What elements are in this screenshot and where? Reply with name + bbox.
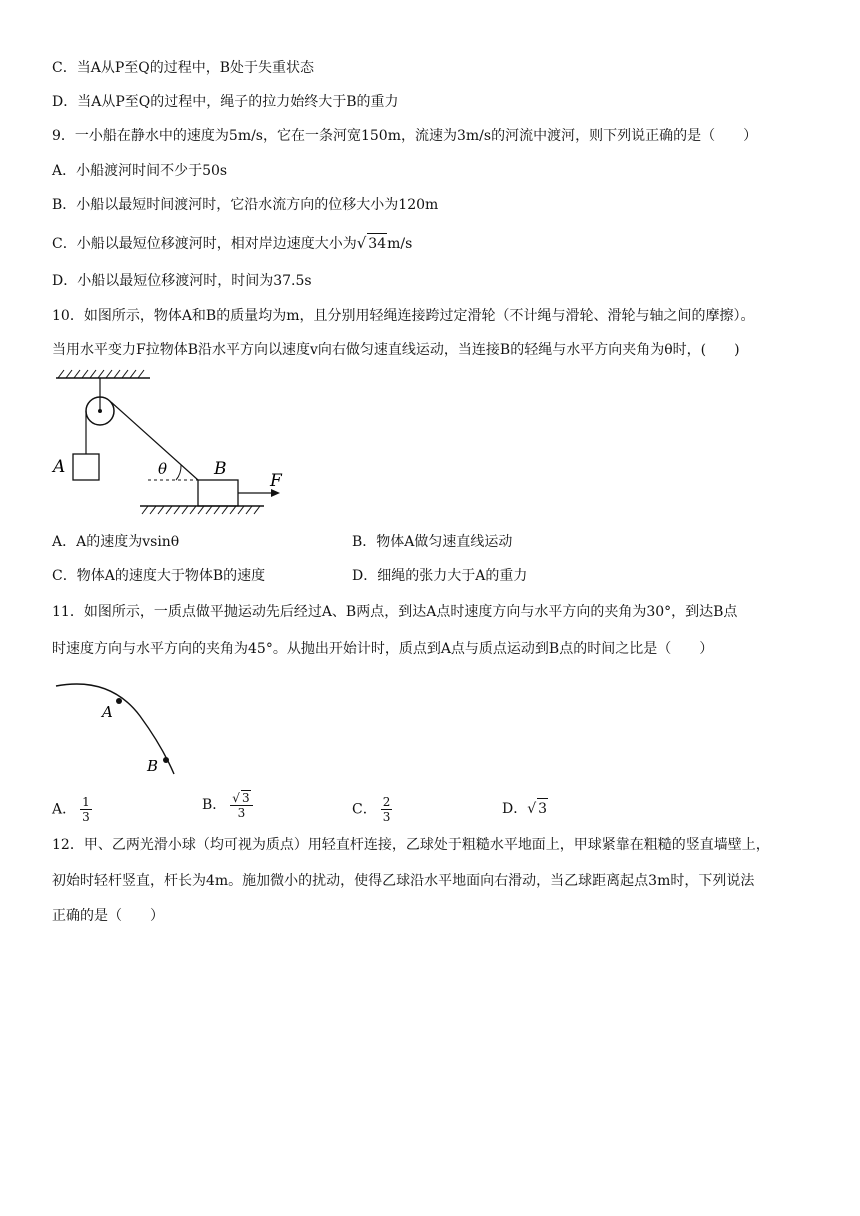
label-b: B	[147, 757, 159, 775]
q10-stem-line1: 10．如图所示，物体A和B的质量均为m，且分别用轻绳连接跨过定滑轮（不计绳与滑轮、滑轮与轴之间的摩擦）。	[52, 308, 755, 324]
theta-arc	[176, 465, 181, 480]
q9-option-c	[52, 233, 412, 254]
fraction-numerator	[230, 790, 252, 806]
fraction-denominator: 3	[237, 806, 246, 820]
q9-option-b: B．小船以最短时间渡河时，它沿水流方向的位移大小为120m	[52, 197, 439, 213]
label-a: A	[53, 457, 66, 477]
fraction-numerator: 2	[382, 795, 391, 809]
q10-pulley-figure	[50, 368, 290, 523]
q9-option-d: D．小船以最短位移渡河时，时间为37.5s	[52, 273, 312, 289]
q12-stem-line3: 正确的是（ ）	[52, 908, 164, 924]
q10-option-d: D．细绳的张力大于A的重力	[352, 568, 528, 584]
q11-option-d-label: D．	[502, 801, 528, 817]
sqrt-symbol: √	[527, 801, 537, 817]
q9-option-c-radicand: 34	[367, 233, 387, 254]
q9-option-c-unit: m/s	[387, 236, 413, 252]
q9-option-a: A．小船渡河时间不少于50s	[52, 163, 228, 179]
q11-option-c-label: C．	[352, 801, 377, 818]
point-b	[163, 757, 169, 763]
pulley-axle	[98, 409, 102, 413]
q10-option-b: B．物体A做匀速直线运动	[352, 534, 513, 550]
q10-stem-line2: 当用水平变力F拉物体B沿水平方向以速度v向右做匀速直线运动，当连接B的轻绳与水平方向夹角为θ时，( )	[52, 342, 740, 358]
q11-option-a-fraction	[80, 795, 92, 824]
label-theta: θ	[158, 460, 168, 478]
block-a	[73, 454, 99, 480]
label-a: A	[102, 703, 113, 721]
fraction-numerator: 1	[82, 795, 90, 809]
q11-option-a-label: A．	[52, 801, 77, 818]
fraction-denominator: 3	[382, 810, 391, 824]
q11-option-d-radicand: 3	[537, 798, 548, 819]
q11-option-b-fraction	[230, 790, 252, 820]
q11-option-b-label: B．	[202, 797, 227, 813]
q11-option-c	[352, 795, 392, 824]
q10-option-a: A．A的速度为vsinθ	[52, 534, 180, 550]
q12-stem-line1: 12．甲、乙两光滑小球（均可视为质点）用轻直杆连接，乙球处于粗糙水平地面上，甲球紧靠在粗糙的竖直墙壁上，	[52, 837, 770, 853]
point-a	[116, 698, 122, 704]
block-b	[198, 480, 238, 506]
q11-trajectory-figure	[50, 676, 190, 786]
ground-hatch	[142, 506, 260, 514]
q9-option-c-text: C．小船以最短位移渡河时，相对岸边速度大小为	[52, 236, 357, 252]
q10-option-c: C．物体A的速度大于物体B的速度	[52, 568, 266, 584]
sqrt-symbol: √	[232, 791, 240, 805]
q8-option-c: C．当A从P至Q的过程中，B处于失重状态	[52, 60, 315, 76]
fraction-radicand: 3	[241, 791, 250, 805]
q11-option-d	[502, 798, 548, 819]
q11-stem-line2: 时速度方向与水平方向的夹角为45°。从抛出开始计时，质点到A点与质点运动到B点的时间之比是（ ）	[52, 641, 714, 657]
sqrt-symbol: √	[356, 234, 367, 252]
q11-stem-line1: 11．如图所示，一质点做平抛运动先后经过A、B两点，到达A点时速度方向与水平方向的夹角为30°，到达B点	[52, 604, 738, 620]
q9-stem: 9．一小船在静水中的速度为5m/s，它在一条河宽150m，流速为3m/s的河流中渡河，则下列说正确的是（ ）	[52, 128, 758, 144]
q11-option-b	[202, 790, 253, 820]
q11-option-c-fraction	[381, 795, 393, 824]
ceiling-hatch	[58, 370, 144, 378]
q11-option-a	[52, 795, 92, 824]
q8-option-d: D．当A从P至Q的过程中，绳子的拉力始终大于B的重力	[52, 94, 399, 110]
rope-to-b	[111, 402, 198, 480]
label-f: F	[270, 471, 282, 491]
fraction-denominator: 3	[82, 810, 90, 824]
q12-stem-line2: 初始时轻杆竖直，杆长为4m。施加微小的扰动，使得乙球沿水平地面向右滑动，当乙球距离起点3m时，下列说法	[52, 873, 755, 889]
label-b: B	[214, 459, 227, 479]
